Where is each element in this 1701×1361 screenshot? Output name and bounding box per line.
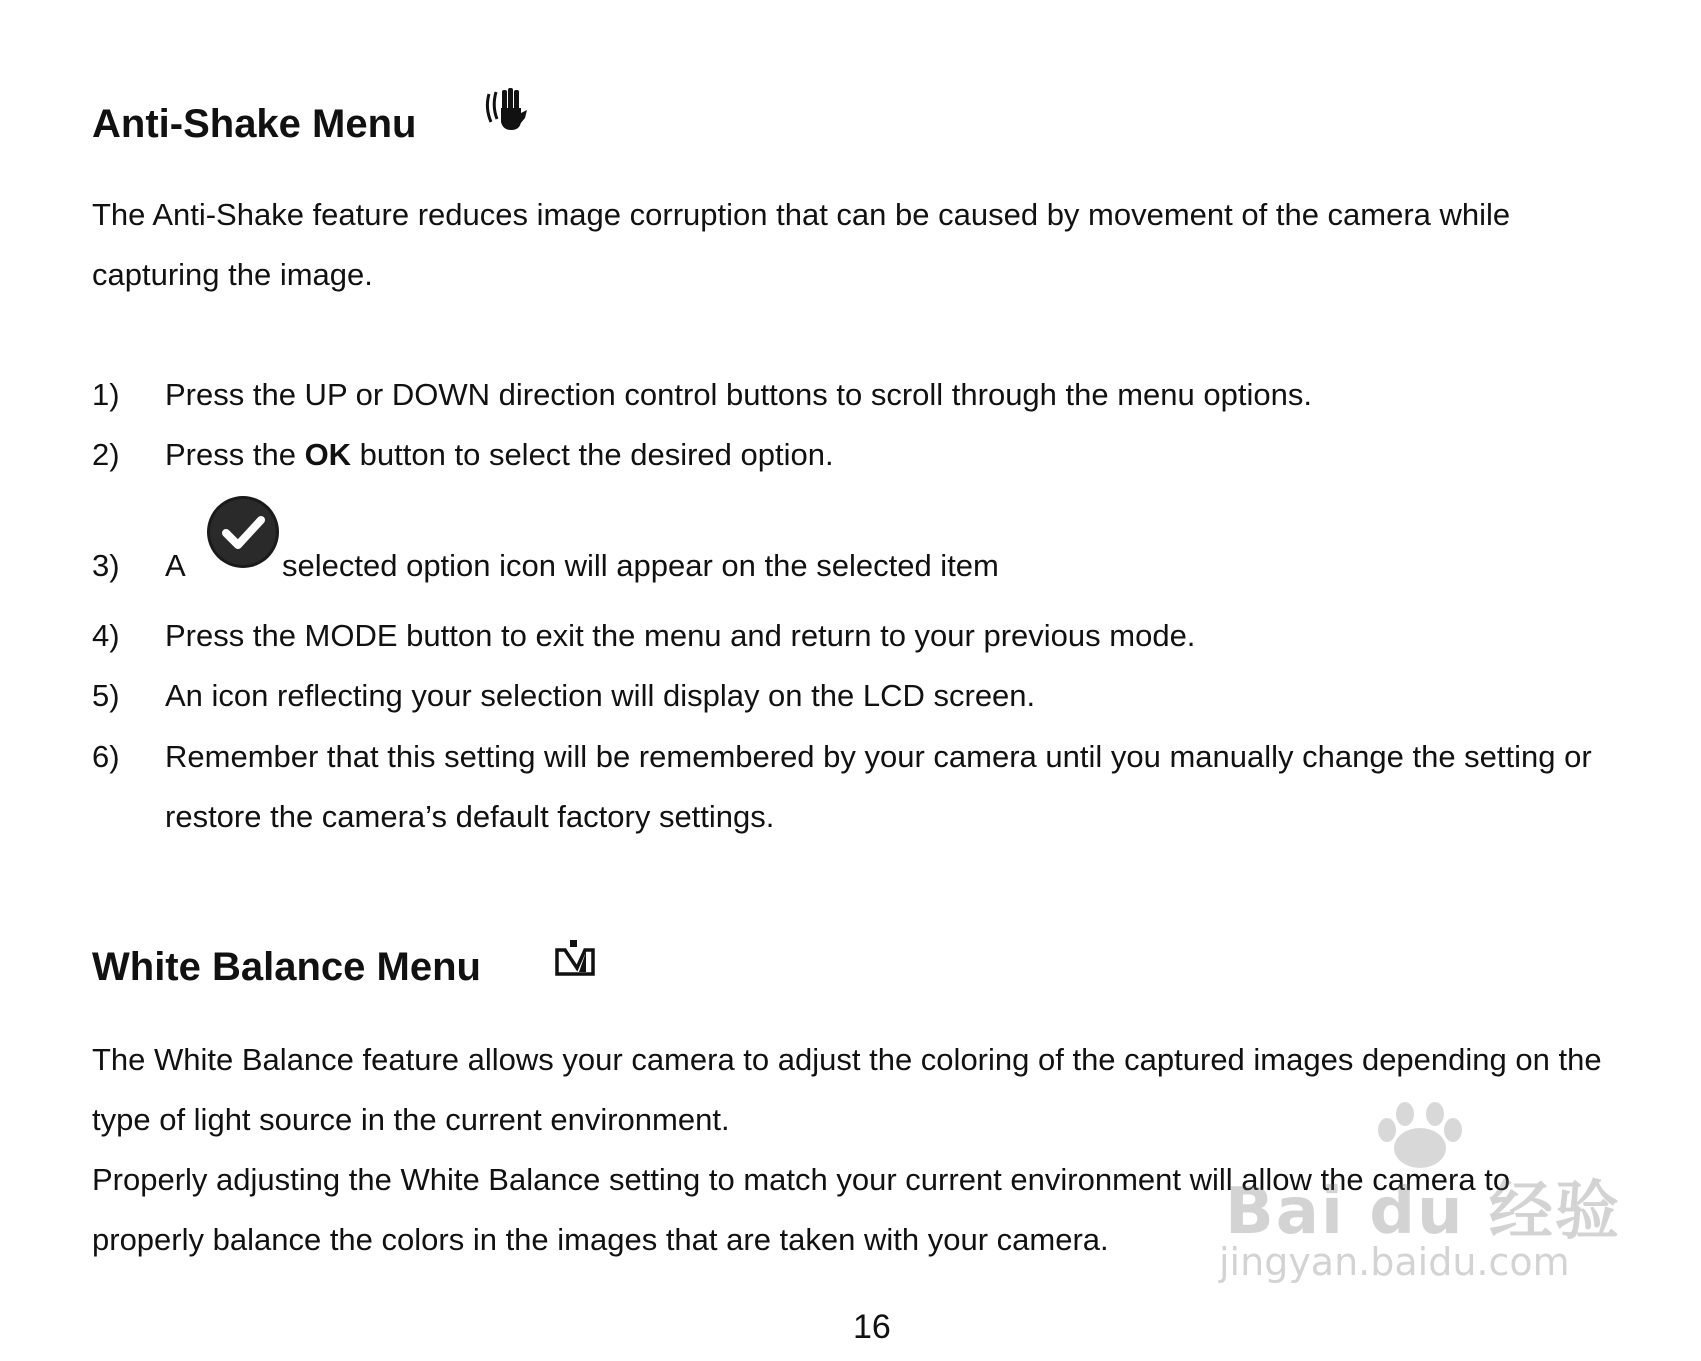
watermark-brand: Bai du 经验	[1225, 1175, 1621, 1249]
step-text: Press the MODE button to exit the menu and return to your previous mode.	[165, 618, 1196, 653]
anti-shake-title: Anti-Shake Menu	[92, 102, 417, 146]
watermark-url: jingyan.baidu.com	[1219, 1240, 1570, 1284]
step-text-pre: A	[165, 548, 186, 583]
step-text-pre: Press the	[165, 437, 305, 472]
step-text-post: selected option icon will appear on the selected item	[282, 548, 999, 583]
step-number: 6)	[92, 739, 120, 774]
step-number: 3)	[92, 548, 120, 583]
anti-shake-intro-line2: capturing the image.	[92, 257, 373, 292]
step-text-line2: restore the camera’s default factory settings.	[165, 799, 775, 834]
baidu-watermark	[1215, 1100, 1621, 1310]
checkmark-circle-icon	[203, 493, 283, 571]
hand-shake-icon	[483, 86, 529, 136]
white-balance-para2-line2: properly balance the colors in the images that are taken with your camera.	[92, 1222, 1109, 1257]
anti-shake-intro-line1: The Anti-Shake feature reduces image corruption that can be caused by movement of the camera while	[92, 197, 1511, 232]
step-number: 4)	[92, 618, 120, 653]
white-balance-title: White Balance Menu	[92, 945, 481, 989]
step-number: 2)	[92, 437, 120, 472]
step-text: An icon reflecting your selection will display on the LCD screen.	[165, 678, 1036, 713]
step-number: 5)	[92, 678, 120, 713]
step-text-post: button to select the desired option.	[351, 437, 834, 472]
step-text	[165, 425, 834, 485]
page-number: 16	[853, 1308, 891, 1346]
white-balance-para1-line1: The White Balance feature allows your camera to adjust the coloring of the captured images depending on the	[92, 1042, 1602, 1077]
step-text-line1: Remember that this setting will be remembered by your camera until you manually change the setting or	[165, 739, 1592, 774]
white-balance-icon	[553, 938, 597, 978]
step-text: Press the UP or DOWN direction control buttons to scroll through the menu options.	[165, 377, 1312, 412]
step-number: 1)	[92, 377, 120, 412]
white-balance-para2-line1: Properly adjusting the White Balance setting to match your current environment will allow the camera to	[92, 1162, 1511, 1197]
white-balance-para1-line2: type of light source in the current environment.	[92, 1102, 730, 1137]
ok-button-label: OK	[304, 437, 352, 472]
